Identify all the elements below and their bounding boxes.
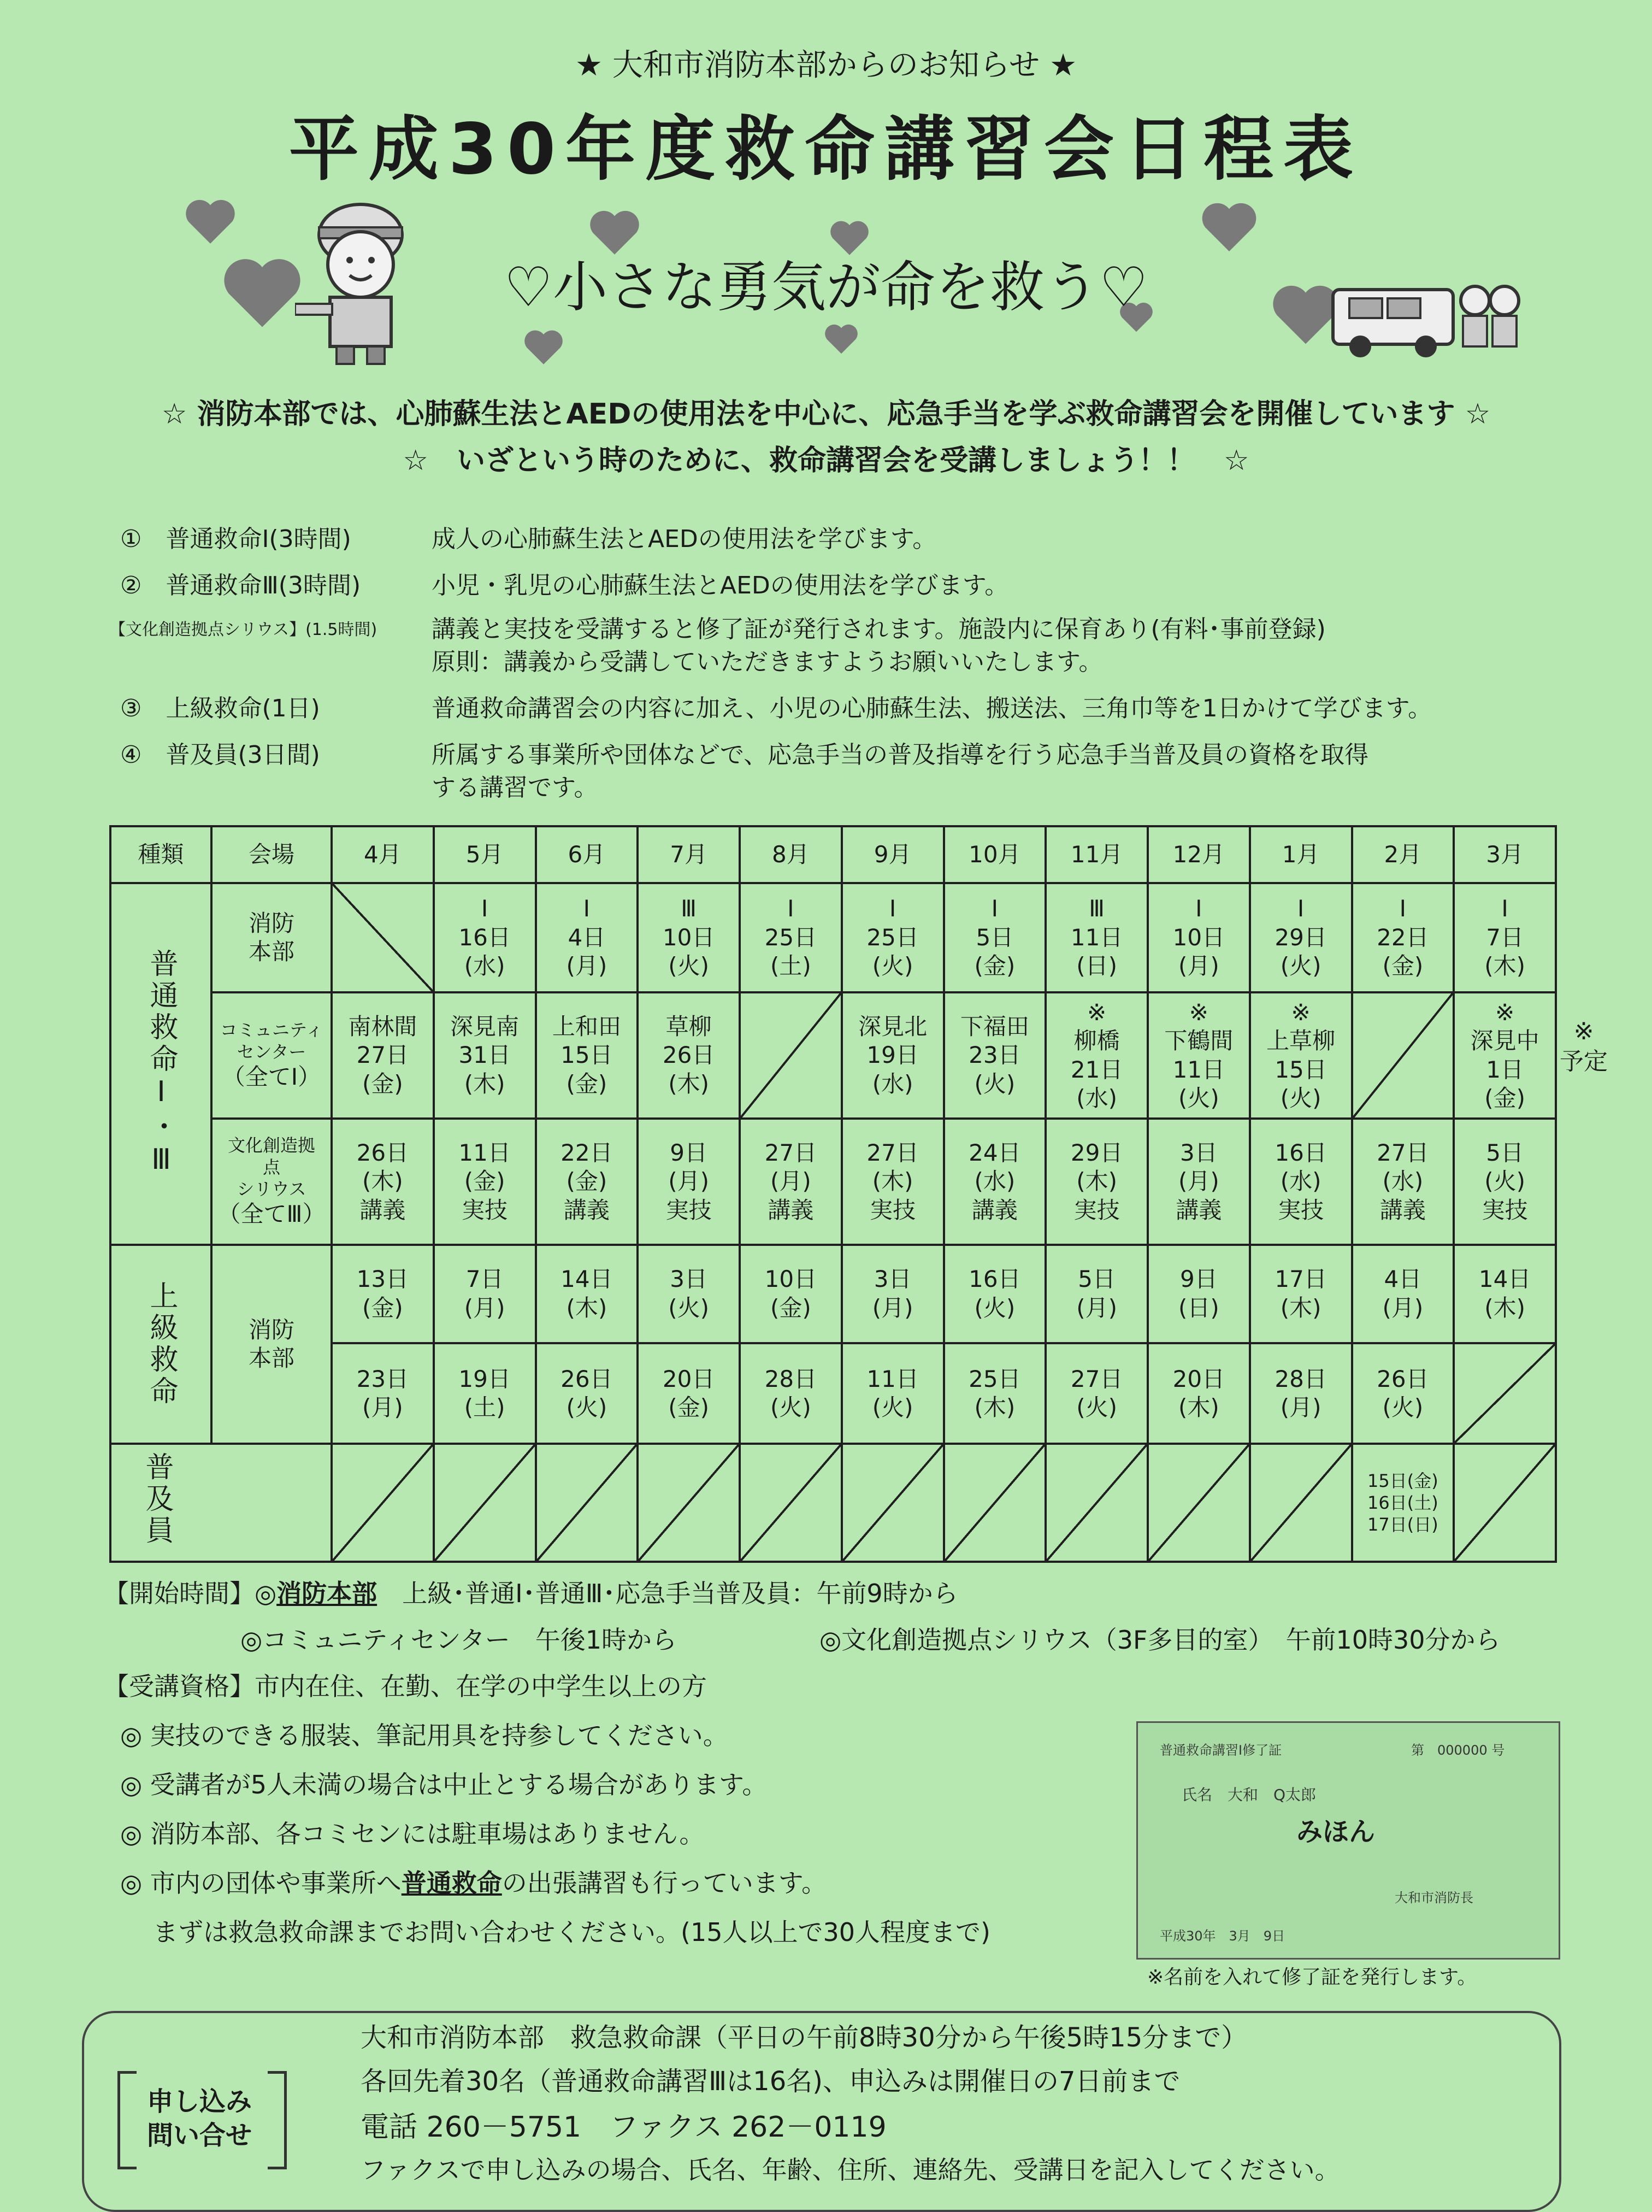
table-cell: 11日 (金) 実技 — [434, 1119, 536, 1245]
table-cell — [1148, 1444, 1250, 1562]
table-row — [110, 992, 1556, 1119]
header-month: 8月 — [740, 826, 842, 883]
table-cell: 26日 (木) 講義 — [332, 1119, 434, 1245]
heart-icon — [825, 322, 858, 355]
course-label: 【文化創造拠点シリウス】(1.5時間) — [109, 620, 377, 639]
table-cell — [638, 1444, 740, 1562]
table-cell: 5日 (月) — [1046, 1245, 1148, 1343]
table-cell: 19日 (土) — [434, 1343, 536, 1444]
course-desc: 普通救命講習会の内容に加え、小児の心肺蘇生法、搬送法、三角巾等を1日かけて学びます。 — [432, 695, 1432, 722]
bracket-right — [268, 2071, 287, 2169]
note4-underline: 普通救命 — [401, 1868, 502, 1898]
intro-line-2: ☆ いざという時のために、救命講習会を受講しましょう！！ ☆ — [403, 444, 1249, 477]
header-type: 種類 — [110, 826, 211, 883]
table-cell: 草柳 26日 (木) — [638, 992, 740, 1119]
table-cell: 深見北 19日 (水) — [842, 992, 944, 1119]
table-cell: 9日 (日) — [1148, 1245, 1250, 1343]
table-cell: Ⅲ 10日 (火) — [638, 883, 740, 992]
header-venue: 会場 — [211, 826, 332, 883]
table-cell: Ⅲ 11日 (日) — [1046, 883, 1148, 992]
table-cell: Ⅰ 16日 (水) — [434, 883, 536, 992]
table-cell: 14日 (木) — [536, 1245, 638, 1343]
table-cell: 27日 (火) — [1046, 1343, 1148, 1444]
start-time-sirius: ◎文化創造拠点シリウス（3F多目的室） 午前10時30分から — [819, 1625, 1501, 1655]
table-cell: 3日 (月) — [842, 1245, 944, 1343]
venue-community-label: コミュニティ センター — [220, 1020, 323, 1063]
table-cell: 26日 (火) — [536, 1343, 638, 1444]
header-month: 9月 — [842, 826, 944, 883]
table-cell: 27日 (水) 講義 — [1352, 1119, 1454, 1245]
header-month: 2月 — [1352, 826, 1454, 883]
venue-hq-advanced: 消防 本部 — [211, 1245, 332, 1444]
table-cell — [1352, 992, 1454, 1119]
course-list — [109, 519, 1595, 825]
table-header-row — [110, 826, 1556, 883]
contact-line: ファクスで申し込みの場合、氏名、年齢、住所、連絡先、受講日を記入してください。 — [361, 2155, 1340, 2185]
table-cell — [1454, 1343, 1556, 1444]
table-cell: 25日 (木) — [944, 1343, 1046, 1444]
table-cell: 26日 (火) — [1352, 1343, 1454, 1444]
course-desc-2: 原則：講義から受講していただきますようお願いいたします。 — [432, 648, 1103, 676]
header-month: 4月 — [332, 826, 434, 883]
table-cell: 27日 (木) 実技 — [842, 1119, 944, 1245]
note-item: ◎ 実技のできる服装、筆記用具を持参してください。 — [120, 1721, 728, 1750]
table-cell: 16日 (水) 実技 — [1250, 1119, 1352, 1245]
table-cell: 下福田 23日 (火) — [944, 992, 1046, 1119]
table-cell: 4日 (月) — [1352, 1245, 1454, 1343]
group-basic: 普通救命Ⅰ・Ⅲ — [110, 883, 211, 1245]
table-cell — [536, 1444, 638, 1562]
header-month: 11月 — [1046, 826, 1148, 883]
table-cell: 28日 (月) — [1250, 1343, 1352, 1444]
table-cell: 16日 (火) — [944, 1245, 1046, 1343]
header-month: 1月 — [1250, 826, 1352, 883]
course-label: ③ 上級救命(1日) — [120, 695, 320, 722]
table-cell: 29日 (木) 実技 — [1046, 1119, 1148, 1245]
table-cell: 20日 (木) — [1148, 1343, 1250, 1444]
note-item: ◎ 受講者が5人未満の場合は中止とする場合があります。 — [120, 1770, 768, 1799]
table-cell: 11日 (火) — [842, 1343, 944, 1444]
table-cell: 7日 (月) — [434, 1245, 536, 1343]
venue-community-sub: （全てⅠ） — [222, 1063, 321, 1091]
qualification: 【受講資格】市内在住、在勤、在学の中学生以上の方 — [104, 1672, 707, 1701]
certificate-caption: ※名前を入れて修了証を発行します。 — [1147, 1966, 1477, 1989]
note-item: まずは救急救命課までお問い合わせください。(15人以上で30人程度まで) — [153, 1917, 990, 1947]
start-time-label: 【開始時間】◎ — [104, 1579, 277, 1608]
table-cell — [740, 1444, 842, 1562]
contact-phone: 電話 260－5751 ファクス 262－0119 — [361, 2111, 887, 2144]
venue-hq: 消防 本部 — [211, 883, 332, 992]
contact-line: 大和市消防本部 救急救命課（平日の午前8時30分から午後5時15分まで） — [361, 2022, 1248, 2053]
start-time-community: ◎コミュニティセンター 午後1時から — [240, 1625, 677, 1655]
table-cell: 10日 (金) — [740, 1245, 842, 1343]
course-desc: 小児・乳児の心肺蘇生法とAEDの使用法を学びます。 — [432, 572, 1009, 599]
table-cell: 南林間 27日 (金) — [332, 992, 434, 1119]
certificate-date: 平成30年 3月 9日 — [1160, 1928, 1285, 1944]
certificate-name: みほん — [1296, 1816, 1376, 1847]
table-cell: Ⅰ 5日 (金) — [944, 883, 1046, 992]
header-month: 5月 — [434, 826, 536, 883]
table-cell: Ⅰ 29日 (火) — [1250, 883, 1352, 992]
certificate-name-line: 氏名 大和 Q太郎 — [1182, 1786, 1317, 1804]
course-desc: 講義と実技を受講すると修了証が発行されます。施設内に保育あり(有料･事前登録) — [432, 615, 1326, 643]
heart-icon — [524, 328, 563, 366]
certificate-heading: 普通救命講習Ⅰ修了証 — [1160, 1743, 1282, 1758]
table-cell: 3日 (月) 講義 — [1148, 1119, 1250, 1245]
table-cell: 9日 (月) 実技 — [638, 1119, 740, 1245]
table-cell: 3日 (火) — [638, 1245, 740, 1343]
table-cell: ※ 上草柳 15日 (火) — [1250, 992, 1352, 1119]
table-cell: 5日 (火) 実技 — [1454, 1119, 1556, 1245]
venue-sirius — [211, 1119, 332, 1245]
table-cell: 上和田 15日 (金) — [536, 992, 638, 1119]
slogan: ♡小さな勇気が命を救う♡ — [504, 255, 1148, 319]
table-cell — [332, 883, 434, 992]
header-month: 12月 — [1148, 826, 1250, 883]
notice-line: ★ 大和市消防本部からのお知らせ ★ — [575, 48, 1077, 83]
table-cell — [944, 1444, 1046, 1562]
table-cell: 17日 (木) — [1250, 1245, 1352, 1343]
table-row — [110, 1444, 1556, 1562]
note-item: ◎ 消防本部、各コミセンには駐車場はありません。 — [120, 1819, 705, 1849]
table-cell — [1250, 1444, 1352, 1562]
start-time-hq-text: 上級･普通Ⅰ･普通Ⅲ･応急手当普及員：午前9時から — [402, 1579, 958, 1608]
course-desc: 所属する事業所や団体などで、応急手当の普及指導を行う応急手当普及員の資格を取得 — [432, 741, 1369, 769]
course-desc: 成人の心肺蘇生法とAEDの使用法を学びます。 — [432, 525, 937, 553]
venue-sirius-sub: （全てⅢ） — [217, 1201, 326, 1228]
table-row — [110, 883, 1556, 992]
header-month: 3月 — [1454, 826, 1556, 883]
venue-community — [211, 992, 332, 1119]
table-cell — [842, 1444, 944, 1562]
contact-line: 各回先着30名（普通救命講習Ⅲは16名)、申込みは開催日の7日前まで — [361, 2066, 1181, 2097]
bracket-left — [117, 2071, 137, 2169]
table-cell: 14日 (木) — [1454, 1245, 1556, 1343]
table-cell: 20日 (金) — [638, 1343, 740, 1444]
table-cell: 13日 (金) — [332, 1245, 434, 1343]
course-label: ① 普通救命Ⅰ(3時間) — [120, 525, 351, 553]
table-cell: 27日 (月) 講義 — [740, 1119, 842, 1245]
heart-icon — [186, 197, 235, 246]
table-cell: 28日 (火) — [740, 1343, 842, 1444]
page-title: 平成30年度救命講習会日程表 — [288, 109, 1364, 190]
table-cell: 22日 (金) 講義 — [536, 1119, 638, 1245]
table-cell: 15日(金) 16日(土) 17日(日) — [1352, 1444, 1454, 1562]
table-row — [110, 1119, 1556, 1245]
group-instructor-cell — [110, 1444, 332, 1562]
start-time-hq: 消防本部 — [276, 1579, 377, 1608]
schedule-side-note: ※ 予定 — [1560, 1017, 1608, 1075]
certificate-issuer: 大和市消防長 — [1395, 1890, 1473, 1905]
table-cell — [1046, 1444, 1148, 1562]
table-cell: Ⅰ 10日 (月) — [1148, 883, 1250, 992]
table-cell — [434, 1444, 536, 1562]
header-month: 7月 — [638, 826, 740, 883]
table-cell: Ⅰ 25日 (土) — [740, 883, 842, 992]
table-cell: 24日 (水) 講義 — [944, 1119, 1046, 1245]
table-cell: ※ 深見中 1日 (金) — [1454, 992, 1556, 1119]
table-cell: Ⅰ 25日 (火) — [842, 883, 944, 992]
table-cell: Ⅰ 22日 (金) — [1352, 883, 1454, 992]
header-month: 10月 — [944, 826, 1046, 883]
start-time-line — [104, 1574, 958, 1610]
contact-label: 申し込み 問い合せ — [146, 2086, 252, 2151]
table-cell: 深見南 31日 (木) — [434, 992, 536, 1119]
group-advanced: 上級救命 — [110, 1245, 211, 1444]
table-cell — [740, 992, 842, 1119]
intro-line-1: ☆ 消防本部では、心肺蘇生法とAEDの使用法を中心に、応急手当を学ぶ救命講習会を開催しています ☆ — [161, 398, 1491, 431]
note-item — [120, 1863, 827, 1899]
table-cell: Ⅰ 7日 (木) — [1454, 883, 1556, 992]
venue-sirius-label: 文化創造拠 点 シリウス — [227, 1135, 315, 1200]
course-label: ② 普通救命Ⅲ(3時間) — [120, 572, 361, 599]
table-cell — [332, 1444, 434, 1562]
course-label: ④ 普及員(3日間) — [120, 741, 320, 769]
certificate-sample — [1136, 1721, 1560, 1960]
group-instructor: 普及員 — [140, 1451, 173, 1547]
table-cell: ※ 下鶴間 11日 (火) — [1148, 992, 1250, 1119]
certificate-number: 第 000000 号 — [1411, 1743, 1505, 1758]
table-cell — [1454, 1444, 1556, 1562]
header-month: 6月 — [536, 826, 638, 883]
note4-post: の出張講習も行っています。 — [502, 1868, 827, 1898]
note4-pre: ◎ 市内の団体や事業所へ — [120, 1868, 402, 1898]
course-desc-2: する講習です。 — [432, 774, 598, 802]
schedule-table — [109, 825, 1557, 1563]
table-row — [110, 1245, 1556, 1343]
table-cell: ※ 柳橋 21日 (水) — [1046, 992, 1148, 1119]
table-cell: 23日 (月) — [332, 1343, 434, 1444]
table-cell: Ⅰ 4日 (月) — [536, 883, 638, 992]
